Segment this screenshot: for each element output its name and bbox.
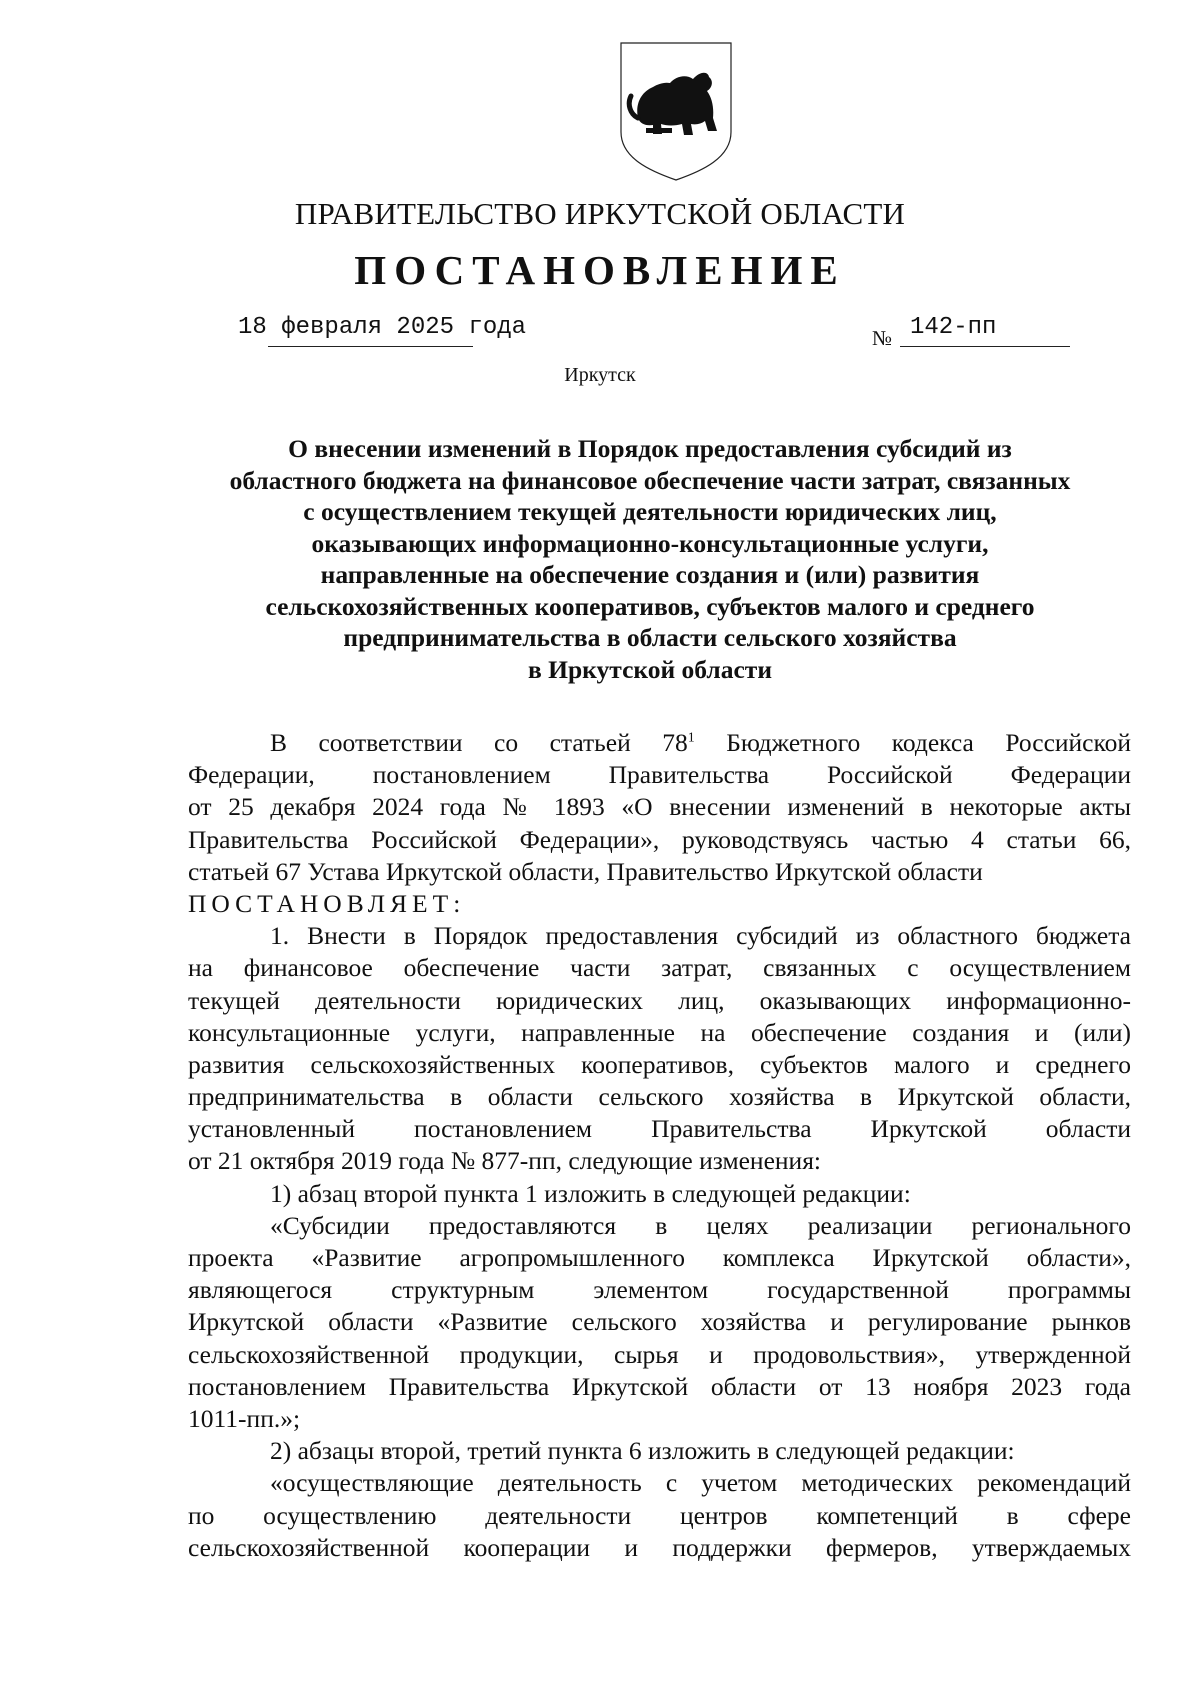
body-line: текущей деятельности юридических лиц, оказывающих информационно- <box>188 985 1131 1015</box>
body-line: от 21 октября 2019 года № 877-пп, следующие изменения: <box>188 1146 822 1176</box>
article-superscript: 1 <box>687 730 695 746</box>
body-line: развития сельскохозяйственных кооперативов, субъектов малого и среднего <box>188 1049 1131 1079</box>
document-number: 142-пп <box>910 314 997 341</box>
body-line: Иркутской области «Развитие сельского хозяйства и регулирование рынков <box>188 1307 1131 1337</box>
body-line: проекта «Развитие агропромышленного комплекса Иркутской области», <box>188 1243 1131 1272</box>
body-line: от 25 декабря 2024 года № 1893 «О внесении изменений в некоторые акты <box>188 792 1131 822</box>
body-line: статьей 67 Устава Иркутской области, Правительство Иркутской области <box>188 856 983 886</box>
title-line: областного бюджета на финансовое обеспечение части затрат, связанных <box>229 465 1071 495</box>
document-body <box>188 727 1131 1564</box>
city-name: Иркутск <box>564 364 636 386</box>
body-text: В соответствии со статьей 78 <box>270 728 688 757</box>
body-line: 2) абзацы второй, третий пункта 6 изложить в следующей редакции: <box>270 1436 1015 1466</box>
body-line: предпринимательства в области сельского хозяйства в Иркутской области, <box>188 1082 1131 1112</box>
title-line: оказывающих информационно-консультационные услуги, <box>311 528 989 558</box>
title-line: предпринимательства в области сельского хозяйства <box>343 623 957 652</box>
body-line: на финансовое обеспечение части затрат, связанных с осуществлением <box>188 953 1131 983</box>
document-type-title: ПОСТАНОВЛЕНИЕ <box>354 247 846 293</box>
body-line: 1. Внести в Порядок предоставления субсидий из областного бюджета <box>270 921 1131 951</box>
body-line: Федерации, постановлением Правительства Российской Федерации <box>188 760 1131 790</box>
body-line: консультационные услуги, направленные на обеспечение создания и (или) <box>188 1017 1131 1047</box>
body-line: постановлением Правительства Иркутской области от 13 ноября 2023 года <box>188 1371 1131 1401</box>
coat-of-arms-emblem <box>618 40 734 182</box>
body-line: 1011-пп.»; <box>188 1403 301 1433</box>
number-underline <box>900 346 1070 347</box>
document-date: 18 февраля 2025 года <box>238 314 527 341</box>
body-line <box>188 727 1131 759</box>
number-sign: № <box>872 326 893 350</box>
title-line: сельскохозяйственных кооперативов, субъектов малого и среднего <box>265 591 1035 621</box>
body-text: Бюджетного кодекса Российской <box>694 728 1131 757</box>
emblem-sable <box>646 128 672 133</box>
title-line: с осуществлением текущей деятельности юридических лиц, <box>303 497 997 526</box>
title-line: направленные на обеспечение создания и (или) развития <box>320 560 980 589</box>
date-underline <box>268 346 473 347</box>
body-line: Правительства Российской Федерации», руководствуясь частью 4 статьи 66, <box>188 824 1131 854</box>
title-line: О внесении изменений в Порядок предоставления субсидий из <box>288 434 1012 463</box>
emblem-tail <box>629 96 638 118</box>
government-name: ПРАВИТЕЛЬСТВО ИРКУТСКОЙ ОБЛАСТИ <box>294 196 906 231</box>
body-line: «Субсидии предоставляются в целях реализации регионального <box>270 1210 1131 1240</box>
document-title <box>170 433 1130 685</box>
emblem-babr-figure <box>637 73 717 135</box>
body-line: сельскохозяйственной продукции, сырья и продовольствия», утвержденной <box>188 1339 1131 1369</box>
body-line: являющегося структурным элементом государственной программы <box>188 1275 1131 1305</box>
body-line: установленный постановлением Правительства Иркутской области <box>188 1114 1131 1144</box>
resolves-word: ПОСТАНОВЛЯЕТ: <box>188 888 466 918</box>
body-line: 1) абзац второй пункта 1 изложить в следующей редакции: <box>270 1178 911 1208</box>
title-line: в Иркутской области <box>527 654 773 684</box>
body-line: «осуществляющие деятельность с учетом методических рекомендаций <box>270 1468 1131 1498</box>
body-line: сельскохозяйственной кооперации и поддержки фермеров, утверждаемых <box>188 1532 1131 1562</box>
body-line: по осуществлению деятельности центров компетенций в сфере <box>188 1500 1131 1530</box>
